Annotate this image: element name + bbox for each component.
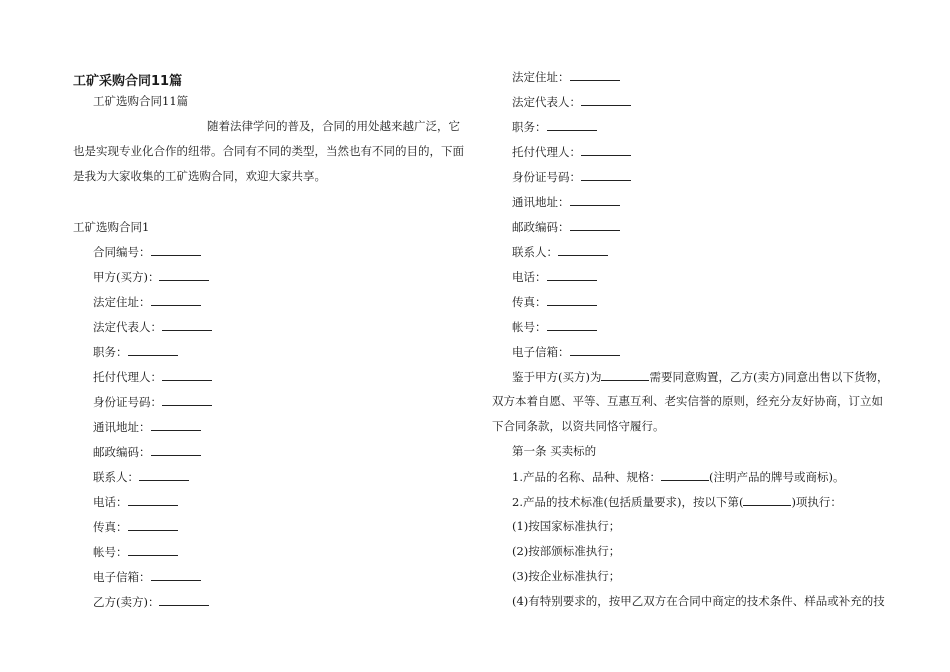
field-label: 职务：: [93, 345, 128, 359]
blank-line: [159, 594, 209, 606]
blank-line: [570, 69, 620, 81]
sub-item-3: (3)按企业标准执行；: [512, 569, 621, 583]
agreement-text: 需要同意购置，乙方(卖方)同意出售以下货物，: [649, 370, 889, 384]
field-label: 托付代理人：: [93, 370, 162, 384]
blank-line: [547, 319, 597, 331]
field-label: 电子信箱：: [512, 345, 570, 359]
blank-line: [128, 344, 178, 356]
field-label: 法定代表人：: [93, 320, 162, 334]
blank-line: [162, 319, 212, 331]
agreement-text: 鉴于甲方(买方)为: [512, 370, 602, 384]
field-contract-no: [93, 244, 201, 259]
field-party-b: [93, 594, 209, 609]
blank-line: [151, 294, 201, 306]
field-label: 通讯地址：: [512, 195, 570, 209]
blank-line: [570, 194, 620, 206]
field-label: 电子信箱：: [93, 570, 151, 584]
field-label: 职务：: [512, 120, 547, 134]
agreement-line-3: 下合同条款，以资共同恪守履行。: [492, 419, 665, 433]
blank-line: [558, 244, 608, 256]
field-phone: [93, 494, 178, 509]
field-label: 法定代表人：: [512, 95, 581, 109]
field-id-number: [93, 394, 212, 409]
field-label: 乙方(卖方)：: [93, 595, 160, 609]
field-label: 身份证号码：: [93, 395, 162, 409]
field-contact-b: [512, 244, 608, 259]
item-text: )项执行：: [791, 495, 842, 509]
blank-line: [151, 419, 201, 431]
blank-line: [162, 394, 212, 406]
field-address: [93, 294, 201, 309]
sub-item-2: (2)按部颁标准执行；: [512, 544, 621, 558]
field-position-b: [512, 119, 597, 134]
blank-line: [547, 269, 597, 281]
blank-line: [151, 569, 201, 581]
field-mailing-address: [93, 419, 201, 434]
field-postcode: [93, 444, 201, 459]
field-position: [93, 344, 178, 359]
field-email-b: [512, 344, 620, 359]
field-label: 联系人：: [512, 245, 558, 259]
intro-line-2: 也是实现专业化合作的纽带。合同有不同的类型，当然也有不同的目的，下面: [73, 144, 464, 158]
agreement-line-1: [512, 369, 888, 384]
blank-line: [581, 144, 631, 156]
field-account-b: [512, 319, 597, 334]
intro-line-1: 随着法律学问的普及，合同的用处越来越广泛，它: [207, 119, 460, 133]
contract-heading: 工矿选购合同1: [73, 220, 150, 234]
blank-line: [128, 544, 178, 556]
field-label: 联系人：: [93, 470, 139, 484]
field-label: 通讯地址：: [93, 420, 151, 434]
blank-line: [547, 119, 597, 131]
intro-line-3: 是我为大家收集的工矿选购合同，欢迎大家共享。: [73, 169, 326, 183]
item-text: (注明产品的牌号或商标)。: [708, 470, 845, 484]
item-1: [512, 469, 844, 484]
field-postcode-b: [512, 219, 620, 234]
field-address-b: [512, 69, 620, 84]
field-label: 法定住址：: [93, 295, 151, 309]
blank-line: [162, 369, 212, 381]
field-agent-b: [512, 144, 631, 159]
agreement-line-2: 双方本着自愿、平等、互惠互利、老实信誉的原则，经充分友好协商，订立如: [492, 394, 883, 408]
field-label: 传真：: [93, 520, 128, 534]
item-text: 2.产品的技术标准(包括质量要求)，按以下第(: [512, 495, 744, 509]
item-2: [512, 494, 842, 509]
blank-line: [581, 169, 631, 181]
field-label: 传真：: [512, 295, 547, 309]
blank-line: [128, 519, 178, 531]
field-contact: [93, 469, 189, 484]
field-account: [93, 544, 178, 559]
field-label: 邮政编码：: [512, 220, 570, 234]
field-label: 托付代理人：: [512, 145, 581, 159]
blank-line: [151, 444, 201, 456]
field-label: 合同编号：: [93, 245, 151, 259]
blank-line: [151, 244, 201, 256]
field-fax-b: [512, 294, 597, 309]
field-label: 邮政编码：: [93, 445, 151, 459]
field-fax: [93, 519, 178, 534]
field-id-number-b: [512, 169, 631, 184]
field-label: 帐号：: [93, 545, 128, 559]
blank-line: [661, 469, 709, 481]
article-1-heading: 第一条 买卖标的: [512, 444, 597, 458]
field-label: 电话：: [93, 495, 128, 509]
item-text: 1.产品的名称、品种、规格：: [512, 470, 661, 484]
blank-line: [570, 219, 620, 231]
blank-line: [570, 344, 620, 356]
field-legal-rep: [93, 319, 212, 334]
field-mailing-address-b: [512, 194, 620, 209]
field-label: 甲方(买方)：: [93, 270, 160, 284]
blank-line: [601, 369, 649, 381]
field-label: 法定住址：: [512, 70, 570, 84]
blank-line: [547, 294, 597, 306]
subtitle: 工矿选购合同11篇: [93, 94, 189, 108]
blank-line: [159, 269, 209, 281]
field-agent: [93, 369, 212, 384]
blank-line: [128, 494, 178, 506]
field-email: [93, 569, 201, 584]
field-label: 电话：: [512, 270, 547, 284]
field-legal-rep-b: [512, 94, 631, 109]
field-party-a: [93, 269, 209, 284]
sub-item-4: (4)有特别要求的，按甲乙双方在合同中商定的技术条件、样品或补充的技: [512, 594, 885, 608]
blank-line: [139, 469, 189, 481]
field-phone-b: [512, 269, 597, 284]
blank-line: [743, 494, 791, 506]
sub-item-1: (1)按国家标准执行；: [512, 519, 621, 533]
document-title: 工矿采购合同11篇: [73, 74, 183, 89]
field-label: 身份证号码：: [512, 170, 581, 184]
field-label: 帐号：: [512, 320, 547, 334]
blank-line: [581, 94, 631, 106]
